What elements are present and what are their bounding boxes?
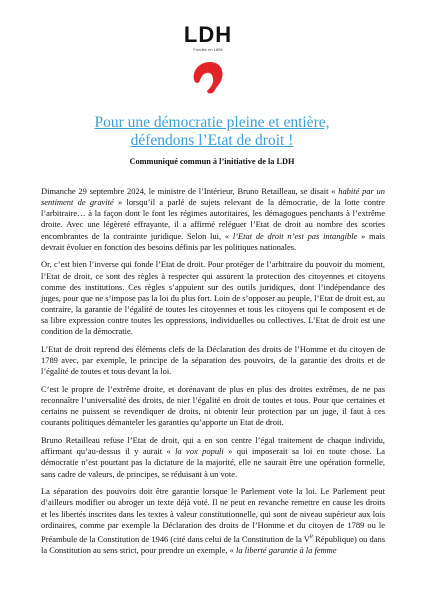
logo-text: LDH	[183, 22, 233, 47]
ldh-logo	[178, 24, 238, 96]
document-body	[41, 186, 385, 563]
paragraph-3: L’Etat de droit reprend des éléments clefs de la Déclaration des droits de l’Homme et du citoyen de 1789 avec, par exemple, le principe de la séparation des pouvoirs, de la garantie des droits et de l’égalité de toutes et tous devant la loi.	[41, 344, 385, 377]
paragraph-6: La séparation des pouvoirs doit être garantie lorsque le Parlement vote la loi. Le Parlement peut d’ailleurs modifier ou abroger un texte déjà voté. Il ne peut en revanche remettre en cause les droits et les libertés inscrites dans les textes à valeur constitutionnelle, qui sont de niveau supérieur aux lois ordinaires, comme par exemple la Déclaration des droits de l’Homme et du citoyen de 1789 ou le Préambule de la Constitution de 1946 (cité dans celui de la Constitution de la Ve République) ou dans la Constitution au sens strict, pour prendre un exemple, « la liberté garantie à la femme	[41, 486, 385, 555]
document-subtitle: Communiqué commun à l’initiative de la LDH	[129, 157, 295, 166]
paragraph-1: Dimanche 29 septembre 2024, le ministre de l’Intérieur, Bruno Retailleau, se disait « habité par un sentiment de gravité » lorsqu’il a parlé de sujets relevant de la démocratie, de la lotte contre l’arbitraire… à la façon dont le font les régimes autoritaires, les démagogues penchants à l’extrême droite. Avec une légèreté effrayante, il a affirmé reléguer l’Etat de droit au nombre des scories encombrantes de la contrainte juridique. Selon lui, « l’Etat de droit n’est pas intangible » mais devrait évoluer en fonction des besoins définis par les politiques nationales.	[41, 186, 385, 252]
phrygian-cap-icon	[188, 56, 228, 96]
title-line-2: défendons l’Etat de droit !	[130, 132, 294, 149]
title-line-1: Pour une démocratie pleine et entière,	[94, 114, 330, 131]
paragraph-4: C’est le propre de l’extrême droite, et dorénavant de plus en plus des droites extrêmes, de ne pas reconnaître l’universalité des droits, de nier l’égalité en droit de toutes et tous. Pour que certaines et certains ne puissent se revendiquer de droits, ni obtenir leur protection par un juge, il faut à ces courants politiques démanteler les garanties qu’apporte un Etat de droit.	[41, 384, 385, 428]
paragraph-2: Or, c’est bien l’inverse qui fonde l’Etat de droit. Pour protéger de l’arbitraire du pouvoir du moment, l’Etat de droit, ce sont des règles à respecter qui assurent la protection des citoyennes et citoyens comme des institutions. Ces règles s’appuient sur des outils juridiques, dont l’indépendance des juges, pour que ne s’impose pas la loi du plus fort. Loin de s’opposer au peuple, l’Etat de droit est, au contraire, la garantie de l’égalité de toutes les citoyennes et tous les citoyens qui le composent et de sa libre expression contre toutes les oppressions, individuelles ou collectives. L’Etat de droit est une condition de la démocratie.	[41, 259, 385, 337]
paragraph-5: Bruno Retailleau refuse l’Etat de droit, qui a en son centre l’égal traitement de chaque individu, affirmant qu’au-dessus il y aurait « la vox populi » qui imposerait sa loi en toute chose. La démocratie n’est pourtant pas la dictature de la majorité, elle ne saurait être une opération formelle, sans cadre de valeurs, de principes, se réduisant à un vote.	[41, 435, 386, 479]
logo-tagline: Fondée en 1898	[193, 47, 223, 52]
document-title	[40, 114, 384, 150]
